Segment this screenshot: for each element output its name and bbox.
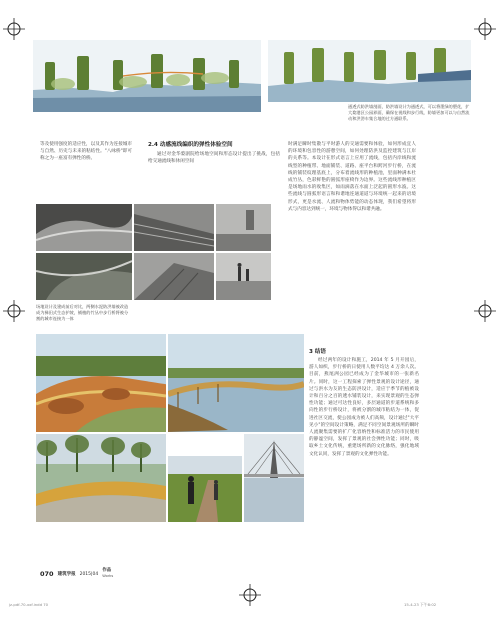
section-label xyxy=(102,569,113,578)
park-photo-bench-path xyxy=(36,434,166,522)
slug-timestamp: 15-4-23 下午8:02 xyxy=(404,602,437,607)
body-text-conclusion xyxy=(309,357,419,458)
issue: 2015|04 xyxy=(79,571,99,577)
page-footer xyxy=(40,567,113,581)
park-photo-planting-beds xyxy=(36,334,166,432)
park-photo-visitors xyxy=(168,456,242,522)
slug-filename: jz-pdf-70-xxf.indd 70 xyxy=(9,602,49,607)
body-text-column-right xyxy=(288,141,416,213)
aerial-photo-before xyxy=(36,204,132,251)
section-heading-2-4: 2.4 动感流线编织的弹性体验空间 xyxy=(148,142,233,148)
riverbank-photo-before-1 xyxy=(134,204,214,251)
registration-mark-mid-right xyxy=(474,300,496,322)
registration-mark-top-left xyxy=(3,18,25,40)
registration-mark-mid-left xyxy=(3,300,25,322)
body-text-column-middle xyxy=(148,151,280,165)
section-heading-3: 3 结语 xyxy=(309,349,327,355)
figure-caption-left: 场地设计及建成前后对比，两侧水泥防洪墙被改造成为梯田式生态护坡，铺植的竹丛中步行桥将被分割的城市连接为一体 xyxy=(36,304,129,321)
section-label-en: Works xyxy=(102,574,114,578)
section-elevation-drawing-right xyxy=(268,40,471,102)
journal-name: 建筑学报 xyxy=(57,572,76,577)
aerial-photo-after xyxy=(36,253,132,300)
paragraph: 经过两年的设计和施工，2014 年 5 月开园后，游人如织，步行桥的日使用人数平均达 4 万余人次。目前，燕尾洲公园已经成为了金华城市的一张新名片。同时，这一工程探索了弹性景观的设计途径，通过与洪水为友的生态防洪设计，适应于季节的植被设计和百分之百的透水铺装设计，来实现景观的生态弹性功能；通过可达性良好，多层通道的步道系统和多向性的步行桥设计，将被分割的城市粘结为一体，促进社区交流，使公园成为被人们高频，设计通过"大平见小"的空间设计策略，满足不同空间景观场所的瞬时人流聚集需要的扩广化容纳性和标准活力的市民使用的静谧空间，发挥了景观的社会弹性功能；同时，吸取乡土文化传统，重建场所新的文化脉络，强化地域文化认同，发挥了景观的文化弹性功能。 xyxy=(309,358,419,457)
paragraph: 通过对金华婺剧院给场地空间和形态设计提出了挑战，包括给交通流线和休闲空间 xyxy=(148,152,280,165)
paragraph: 等及使用强度的适应性，以及其作为连接城市与自然、历史与未来的粘结性。"八咏桥"即可称之为一座富有弹性的桥。 xyxy=(40,142,132,162)
bridge-photo-pylon xyxy=(244,434,304,522)
bridge-photo-curved-deck xyxy=(168,334,304,432)
page-number: 070 xyxy=(40,570,54,578)
section-label-cn: 作品 xyxy=(102,568,112,574)
paragraph: 时满足瞬时集散与平时游人的交通需要和体验，如何形成宜人的环境和包容性的游憩空间，如何处理防洪及监控建筑与江岸的关系等。本设计在形式语言上应用了流线，包括内岸线和流线型的种植带、地面铺装、道路、座平台和跨河步行桥，在流线的铺装纹理基底上，分布着流线形的种植池，里面种满本杜成竹丛，色彩鲜艳的圆弧形座椅作为边界。这些流线形种植区是场地雨水的收集区，如雨滴落在水面上泛起的圆形水波。这些流线与圆弧形语言和和谐地连通道道与环境统一起来的语境形式，更是水流、人流和物体势能的动态体现，我们希望将形式与内容达到统一，环境与物体得以和谐共融。 xyxy=(288,142,416,212)
riverbank-photo-before-2 xyxy=(216,204,271,251)
riverbank-photo-after-1 xyxy=(134,253,214,300)
riverbank-photo-after-2 xyxy=(216,253,271,300)
registration-mark-top-right xyxy=(474,18,496,40)
body-text-column-left xyxy=(40,141,132,163)
section-elevation-drawing-left xyxy=(33,40,261,112)
figure-caption-top: 通透式防洪墙剖面，防洪墙设计为通透式，可以将墨绿的塑花，扩大婺港区公园界面，确保在视线和步行线，防墙更加可以与自然流动和洪涝车集合地的过方通联系。 xyxy=(348,104,470,121)
registration-mark-bottom-center xyxy=(239,584,261,606)
